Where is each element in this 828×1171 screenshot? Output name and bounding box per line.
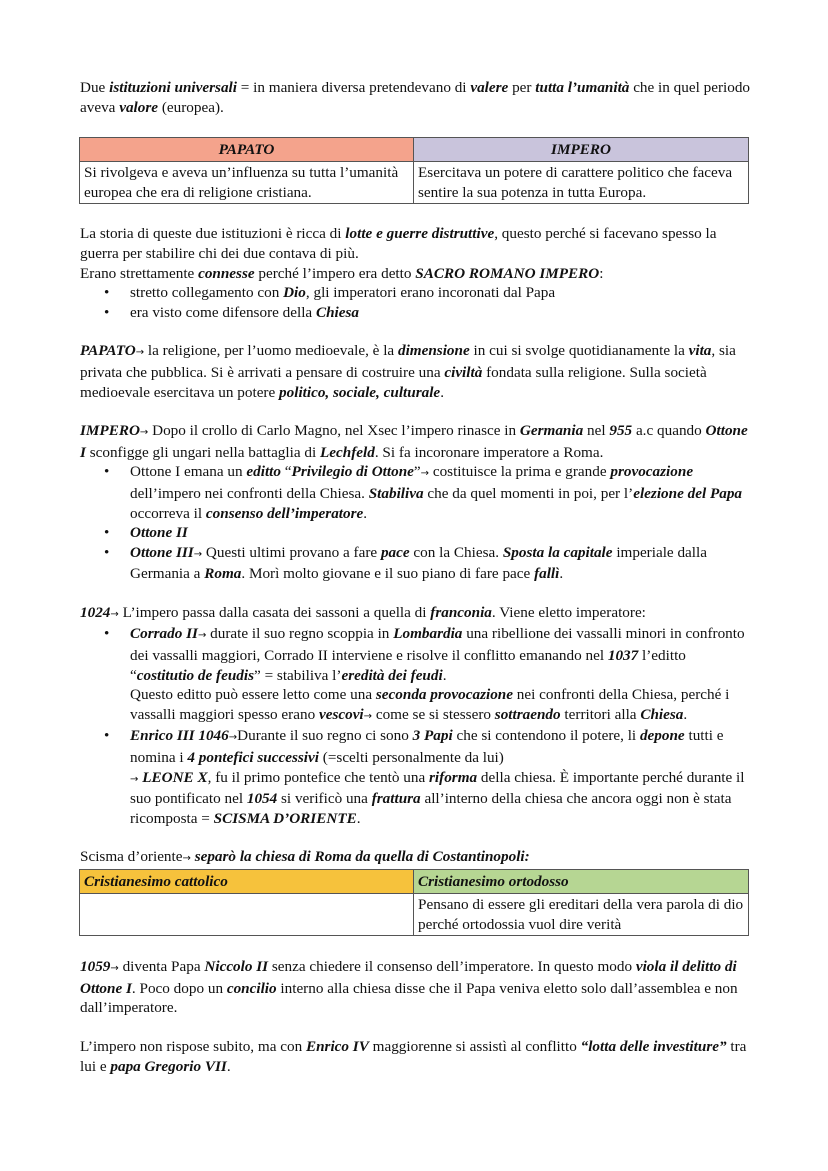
y1024-paragraph — [80, 603, 752, 625]
text: . — [442, 666, 447, 684]
arrow-icon: → — [420, 468, 430, 480]
arrow-icon: → — [228, 732, 238, 744]
text: . Morì molto giovane e il suo piano di fare pace — [241, 565, 535, 583]
list-item — [80, 462, 752, 523]
text: perché l’impero era detto — [254, 264, 416, 282]
bold-text: Dio — [283, 284, 306, 302]
list-item — [80, 624, 752, 726]
bold-text: istituzioni universali — [109, 79, 237, 96]
papato-impero-table — [79, 137, 749, 204]
text: . — [226, 1057, 231, 1075]
table-header-ortodosso: Cristianesimo ortodosso — [414, 870, 749, 894]
bold-text: Germania — [519, 422, 584, 440]
bold-text: 1059 — [80, 958, 111, 976]
bold-text: concilio — [226, 979, 277, 997]
bold-text: sottraendo — [494, 705, 561, 723]
bold-text: pace — [380, 543, 410, 561]
table-header-impero: IMPERO — [414, 138, 749, 162]
bold-text: Ottone III — [130, 543, 194, 561]
arrow-icon: → — [193, 548, 203, 560]
bold-text: frattura — [371, 790, 421, 808]
text: territori alla — [560, 705, 641, 723]
bold-text: provocazione — [610, 463, 694, 481]
bold-text: 1054 — [246, 790, 278, 808]
text: . — [683, 705, 688, 723]
table-header-cattolico: Cristianesimo cattolico — [80, 870, 414, 894]
bold-text: 1024 — [80, 603, 111, 621]
text: . — [559, 565, 564, 583]
text: : — [599, 264, 604, 282]
bold-text: PAPATO — [80, 342, 136, 360]
bold-text: separò la chiesa di Roma da quella di Costantinopoli: — [194, 848, 530, 866]
arrow-icon: → — [197, 630, 207, 642]
text: Erano strettamente — [80, 264, 199, 282]
papato-paragraph — [80, 341, 752, 402]
text: ” = stabiliva l’ — [254, 666, 342, 684]
arrow-icon: → — [182, 853, 191, 865]
text: una ribellione dei vassalli minori in confronto dei vassalli maggiori, Corrado II interviene e risolve il conflitto emanando nel — [130, 625, 745, 665]
impero-list — [80, 462, 752, 584]
bold-text: Niccolo II — [204, 958, 269, 976]
bold-text: Chiesa — [315, 303, 360, 321]
list-item — [80, 283, 752, 303]
list-item — [80, 543, 752, 584]
bold-text: elezione del Papa — [633, 484, 743, 502]
text: (=scelti personalmente da lui) — [318, 749, 504, 767]
bold-text: lotte e guerre distruttive — [345, 225, 495, 243]
arrow-icon: → — [130, 773, 139, 785]
bullet-icon: • — [104, 284, 110, 302]
text: senza chiedere il consenso dell’imperatore. In questo modo — [268, 958, 636, 976]
text: costituisce la prima e grande — [429, 463, 611, 481]
arrow-icon: → — [363, 710, 373, 722]
text: che in quel periodo aveva — [80, 79, 751, 116]
y1024-list — [80, 624, 752, 828]
bold-text: Lombardia — [393, 625, 463, 643]
connesse-paragraph — [80, 264, 752, 284]
y1059-paragraph — [80, 957, 752, 1018]
text: = in maniera diversa pretendevano di — [236, 79, 471, 96]
bold-text: valere — [470, 79, 509, 96]
storia-paragraph — [80, 224, 752, 263]
bold-text: consenso dell’imperatore — [205, 504, 364, 522]
bold-text: valore — [119, 98, 159, 116]
text: tutti e nomina i — [130, 727, 724, 767]
list-item — [80, 726, 752, 828]
document-page — [80, 78, 752, 1076]
bold-text: Enrico IV — [305, 1037, 369, 1055]
text: , gli imperatori erano incoronati dal Papa — [305, 284, 556, 302]
text: . Viene eletto imperatore: — [491, 603, 646, 621]
text: Durante il suo regno ci sono — [237, 727, 413, 745]
bold-text: fallì — [534, 565, 560, 583]
text: Scisma d’oriente — [80, 848, 183, 866]
bold-text: Roma — [204, 565, 242, 583]
list-item — [80, 303, 752, 323]
arrow-icon: → — [110, 608, 119, 620]
bold-text: Stabiliva — [368, 484, 424, 502]
bullet-icon: • — [104, 524, 110, 542]
bold-text: LEONE X — [142, 768, 208, 786]
text: ” — [413, 463, 421, 481]
table-cell-ortodosso: Pensano di essere gli ereditari della vera parola di dio perché ortodossia vuol dire verità — [414, 894, 749, 936]
text: che da quel momenti in poi, per l’ — [423, 484, 634, 502]
bold-text: civiltà — [444, 363, 483, 381]
bold-text: riforma — [429, 768, 478, 786]
text: Ottone I emana un — [130, 463, 247, 481]
text: la religione, per l’uomo medioevale, è la — [144, 342, 398, 360]
bold-text: Ottone II — [130, 524, 188, 542]
text: , fu il primo pontefice che tentò una — [207, 768, 430, 786]
text: che si contendono il potere, li — [452, 727, 640, 745]
finale-paragraph — [80, 1037, 752, 1076]
bold-text: costitutio de feudis — [136, 666, 255, 684]
scisma-table — [79, 869, 749, 936]
text: , sia privata che pubblica. Si è arrivati a pensare di costruire una — [80, 342, 736, 381]
bold-text: depone — [639, 727, 685, 745]
bold-text: seconda provocazione — [375, 686, 513, 704]
text: L’impero non rispose subito, ma con — [80, 1037, 306, 1055]
text: Questi ultimi provano a fare — [202, 543, 381, 561]
bold-text: IMPERO — [80, 422, 140, 440]
impero-paragraph — [80, 421, 752, 462]
text: tra lui e — [80, 1037, 747, 1075]
text: . Poco dopo un — [131, 979, 227, 997]
bold-text: tutta l’umanità — [535, 79, 630, 96]
bold-text: Sposta la capitale — [502, 543, 613, 561]
text: . — [363, 504, 368, 522]
text: “ — [281, 463, 292, 481]
arrow-icon: → — [135, 347, 145, 359]
text: fondata sulla religione. Sulla società medioevale esercitava un potere — [80, 363, 707, 401]
bold-text: 1037 — [607, 647, 639, 665]
bold-text: Corrado II — [130, 625, 198, 643]
arrow-icon: → — [139, 427, 149, 439]
bold-text: 4 pontefici successivi — [187, 749, 319, 767]
bullet-icon: • — [104, 463, 110, 481]
text: imperiale dalla Germania a — [130, 543, 707, 583]
bold-text: dimensione — [397, 342, 470, 360]
bold-text: SACRO ROMANO IMPERO — [415, 264, 600, 282]
bold-text: vita — [688, 342, 712, 360]
table-header-papato: PAPATO — [80, 138, 414, 162]
text: durate il suo regno scoppia in — [206, 625, 394, 643]
text: a.c quando — [632, 422, 706, 440]
bullet-icon: • — [104, 625, 110, 643]
text: La storia di queste due istituzioni è ricca di — [80, 225, 346, 243]
text: occorreva il — [130, 504, 206, 522]
intro-paragraph — [80, 78, 752, 117]
text: si verificò una — [277, 790, 372, 808]
text: maggiorenne si assistì al conflitto — [368, 1037, 581, 1055]
bold-text: viola il delitto di Ottone I — [80, 958, 737, 997]
text: in cui si svolge quotidianamente la — [469, 342, 689, 360]
text: nel — [583, 422, 610, 440]
text: della chiesa. È importante perché durante il suo pontificato nel — [130, 768, 745, 808]
text: interno alla chiesa disse che il Papa veniva eletto solo dall’assemblea e non dall’imperatore. — [80, 979, 738, 1017]
text: dell’impero nei confronti della Chiesa. — [130, 484, 369, 502]
bold-text: papa Gregorio VII — [110, 1057, 227, 1075]
bold-text: editto — [246, 463, 281, 481]
bullet-icon: • — [104, 543, 110, 561]
arrow-icon: → — [110, 963, 119, 975]
bold-text: connesse — [198, 264, 255, 282]
text: Dopo il crollo di Carlo Magno, nel Xsec l’impero rinasce in — [148, 422, 520, 440]
text: . — [440, 383, 444, 401]
text: . Si fa incoronare imperatore a Roma. — [374, 443, 604, 461]
table-cell-papato: Si rivolgeva e aveva un’influenza su tutta l’umanità europea che era di religione cristiana. — [80, 162, 414, 204]
bold-text: franconia — [430, 603, 492, 621]
bold-text: Chiesa — [640, 705, 684, 723]
text: L’impero passa dalla casata dei sassoni a quella di — [118, 603, 431, 621]
list-item — [80, 523, 752, 543]
table-cell-cattolico — [80, 894, 414, 936]
bullet-icon: • — [104, 303, 110, 321]
bold-text: eredità dei feudi — [341, 666, 443, 684]
bold-text: vescovi — [318, 705, 364, 723]
text: sconfigge gli ungari nella battaglia di — [85, 443, 320, 461]
bullet-icon: • — [104, 727, 110, 745]
text: come se si stessero — [372, 705, 495, 723]
text: l’editto “ — [130, 647, 686, 684]
text: nei confronti della Chiesa, perché i vassalli maggiori spesso erano — [130, 686, 730, 723]
bold-text: Privilegio di Ottone — [291, 463, 414, 481]
text: (europea). — [158, 98, 224, 116]
text: Due — [80, 79, 110, 96]
table-cell-impero: Esercitava un potere di carattere politico che faceva sentire la sua potenza in tutta Europa. — [414, 162, 749, 204]
text: per — [508, 79, 536, 96]
text: era visto come difensore della — [130, 303, 316, 321]
bold-text: Lechfeld — [320, 443, 375, 461]
text: diventa Papa — [118, 958, 205, 976]
bold-text: SCISMA D’ORIENTE — [213, 809, 357, 827]
text: , questo perché si facevano spesso la guerra per stabilire chi dei due contava di più. — [80, 225, 717, 262]
storia-list — [80, 283, 752, 322]
bold-text: politico, sociale, culturale — [279, 383, 441, 401]
bold-text: “lotta delle investiture” — [580, 1037, 727, 1055]
scisma-paragraph — [80, 847, 752, 869]
text: . — [356, 809, 361, 827]
text: con la Chiesa. — [409, 543, 503, 561]
bold-text: 3 Papi — [412, 727, 453, 745]
text: stretto collegamento con — [130, 284, 284, 302]
text: all’interno della chiesa che ancora oggi non è stata ricomposta = — [130, 790, 732, 827]
bold-text: Enrico III 1046 — [130, 727, 229, 745]
text: Questo editto può essere letto come una — [130, 686, 376, 704]
bold-text: 955 — [609, 422, 633, 440]
bold-text: Ottone I — [80, 422, 748, 461]
